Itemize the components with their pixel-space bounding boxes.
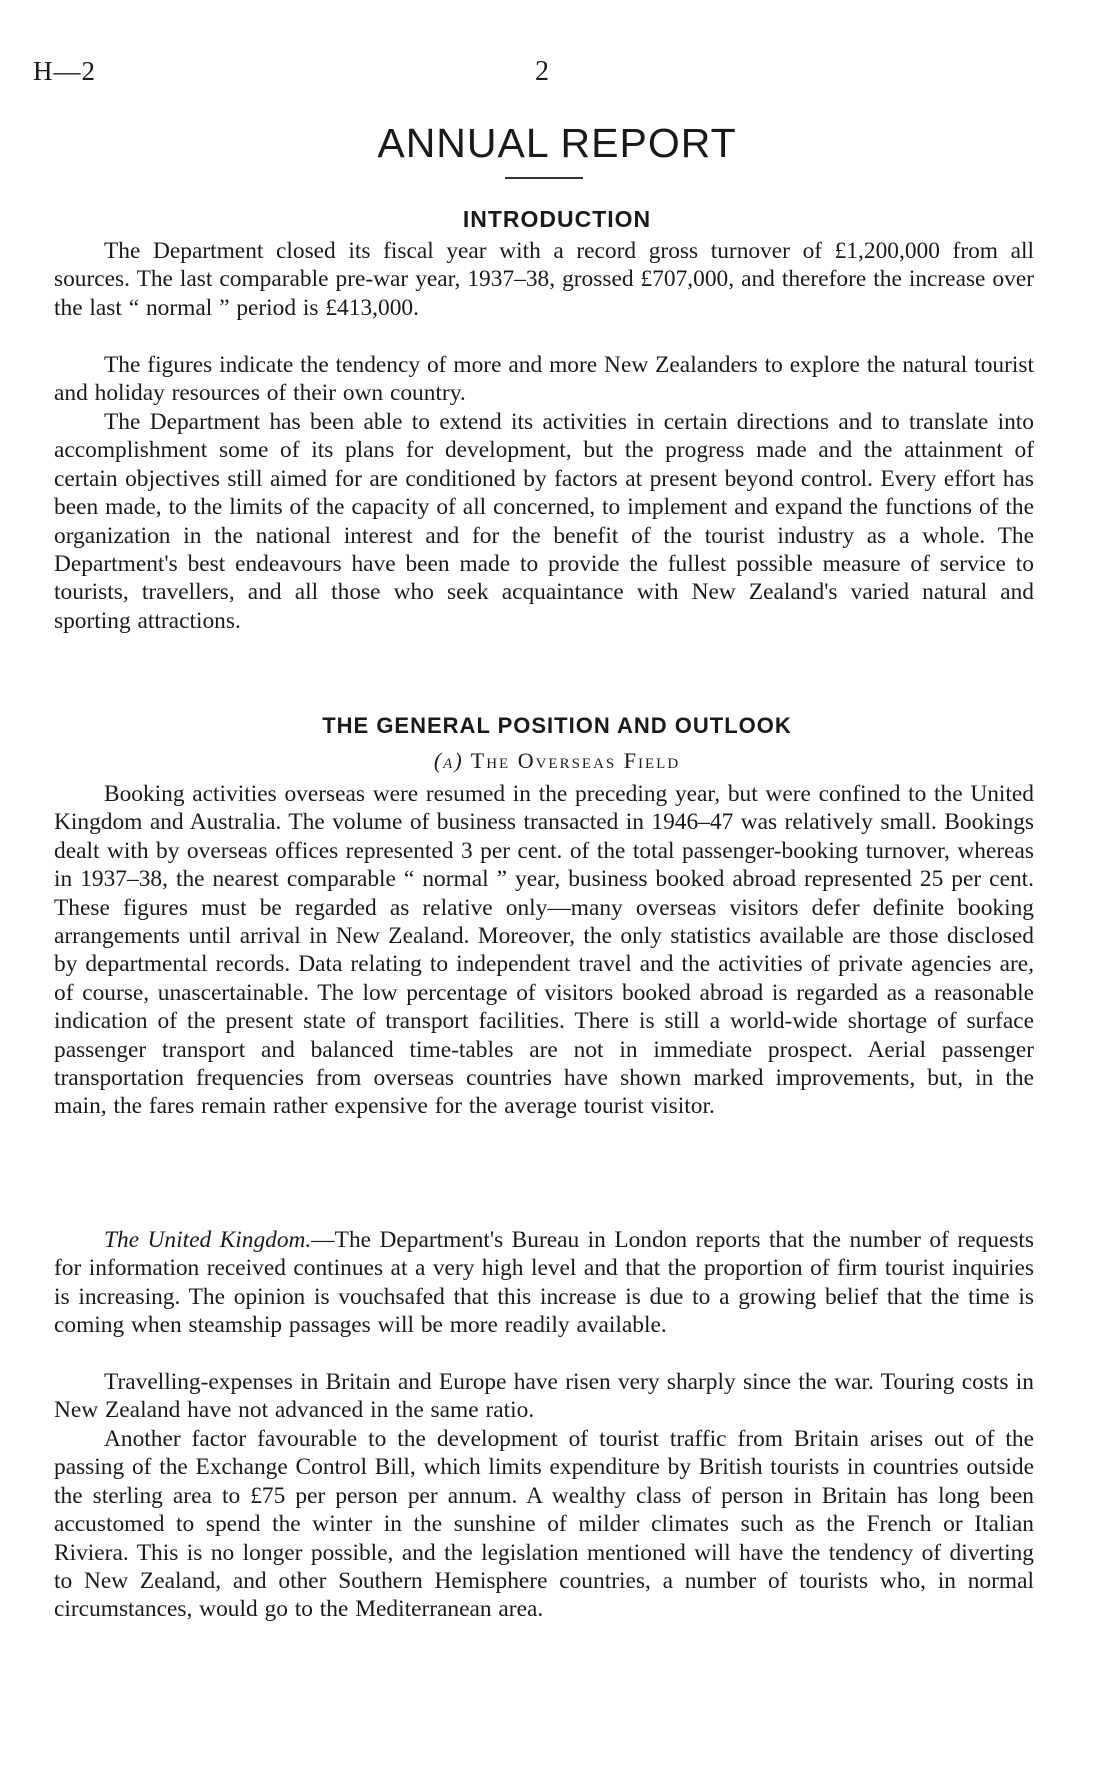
overseas-field-subheading <box>0 748 1114 774</box>
intro-paragraph: The Department closed its fiscal year with a record gross turnover of £1,200,000 from all sources. The last comparable pre-war year, 1937–38, grossed £707,000, and therefore the increase over the last “ normal ” period is £413,000. <box>54 238 1034 321</box>
uk-lead: The United Kingdom. <box>104 1227 312 1253</box>
subheading-label: (a) <box>433 748 464 773</box>
subheading-text: The Overseas Field <box>470 748 681 773</box>
page-reference: H—2 <box>33 56 96 86</box>
uk-paragraph-text: —The Department's Bureau in London reports that the number of requests for information received continues at a very high level and that the proportion of firm tourist inquiries is increasing. The opinion is vouchsafed that this increase is due to a growing belief that the time is coming when steamship passages will be more readily available. <box>54 1227 1034 1339</box>
general-position-heading: THE GENERAL POSITION AND OUTLOOK <box>322 713 792 738</box>
intro-paragraph: The Department has been able to extend its activities in certain directions and to translate into accomplishment some of its plans for development, but the progress made and the attainment of certain objectives still aimed for are conditioned by factors at present beyond control. Every effort has been made, to the limits of the capacity of all concerned, to implement and expand the functions of the organization in the national interest and for the benefit of the tourist industry as a whole. The Department's best endeavours have been made to provide the fullest possible measure of service to tourists, travellers, and all those who seek acquaintance with New Zealand's varied natural and sporting attractions. <box>54 409 1034 634</box>
running-head <box>0 56 1114 96</box>
intro-paragraph: The figures indicate the tendency of more and more New Zealanders to explore the natural tourist and holiday resources of their own country. <box>54 352 1034 407</box>
uk-paragraph <box>54 1226 1034 1340</box>
expenses-paragraph: Travelling-expenses in Britain and Europe have risen very sharply since the war. Touring costs in New Zealand have not advanced in the same ratio. <box>54 1369 1034 1424</box>
introduction-heading: INTRODUCTION <box>462 206 652 232</box>
report-title: ANNUAL REPORT <box>377 120 737 166</box>
page-number: 2 <box>535 56 549 87</box>
overseas-paragraph: Booking activities overseas were resumed in the preceding year, but were confined to the United Kingdom and Australia. The volume of business transacted in 1946–47 was relatively small. Bookings dealt with by overseas offices represented 3 per cent. of the total passenger-booking turnover, whereas in 1937–38, the nearest comparable “ normal ” year, business booked abroad represented 25 per cent. These figures must be regarded as relative only—many overseas visitors defer definite booking arrangements until arrival in New Zealand. Moreover, the only statistics available are those disclosed by departmental records. Data relating to independent travel and the activities of private agencies are, of course, unascertainable. The low percentage of visitors booked abroad is regarded as a reasonable indication of the present state of transport facilities. There is still a world-wide shortage of surface passenger transport and balanced time-tables are not in immediate prospect. Aerial passenger transportation frequencies from overseas countries have shown marked improvements, but, in the main, the fares remain rather expensive for the average tourist visitor. <box>54 781 1034 1120</box>
exchange-control-paragraph: Another factor favourable to the development of tourist traffic from Britain arises out of the passing of the Exchange Control Bill, which limits expenditure by British tourists in countries outside the sterling area to £75 per person per annum. A wealthy class of person in Britain has long been accustomed to spend the winter in the sunshine of milder climates such as the French or Italian Riviera. This is no longer possible, and the legislation mentioned will have the tendency of diverting to New Zealand, and other Southern Hemisphere countries, a number of tourists who, in normal circumstances, would go to the Mediterranean area. <box>54 1426 1034 1623</box>
title-divider <box>505 177 583 179</box>
